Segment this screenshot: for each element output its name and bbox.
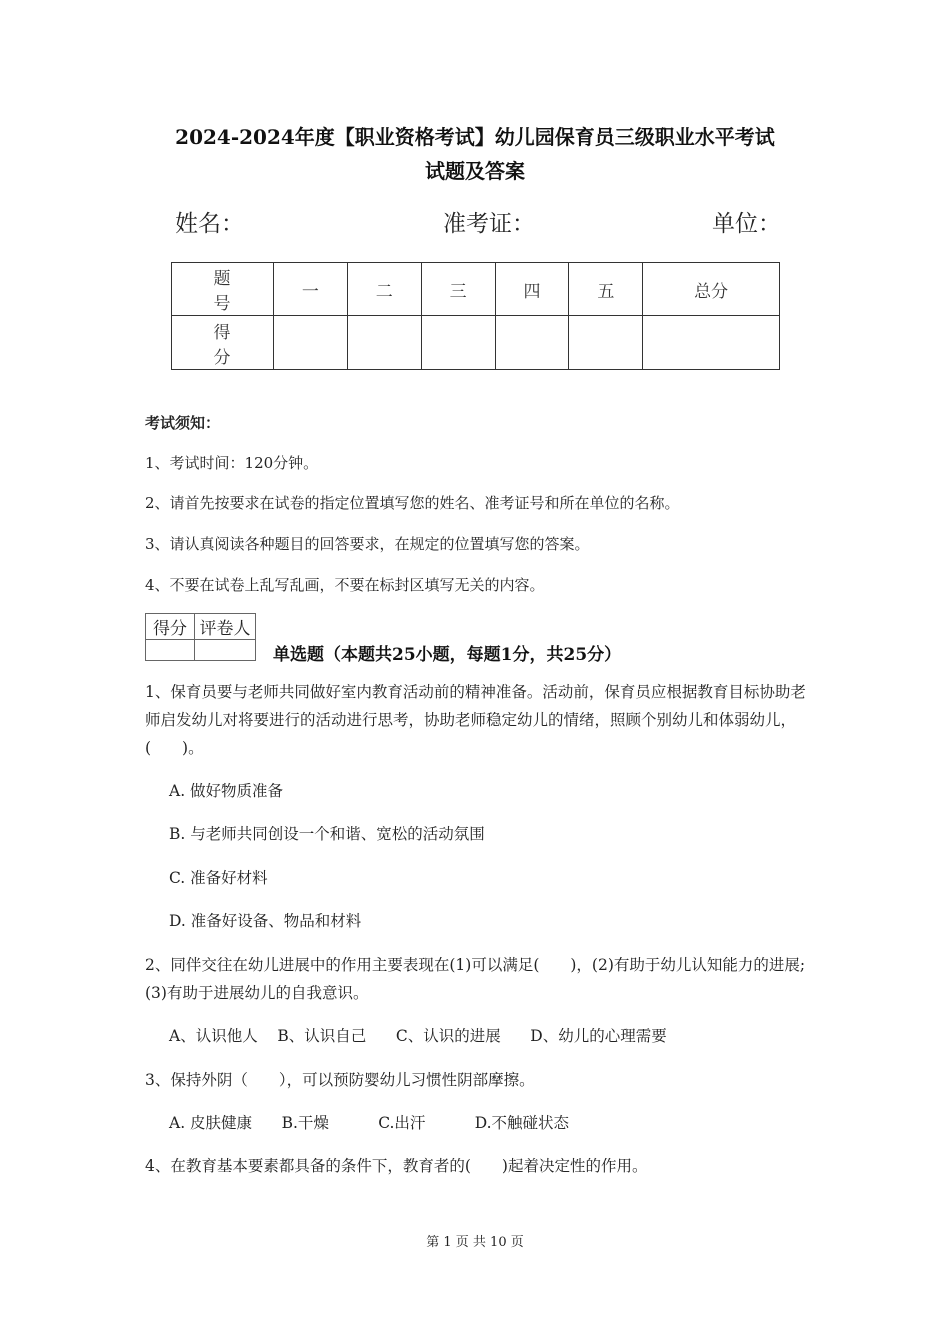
question-2-options-text: A、认识他人 B、认识自己 C、认识的进展 D、幼儿的心理需要 <box>169 1027 667 1045</box>
score-cell[interactable] <box>274 316 348 370</box>
section-four-header: 四 <box>495 263 569 316</box>
question-2-options <box>169 1026 667 1046</box>
question-3-text: 3、保持外阴（ ），可以预防婴幼儿习惯性阴部摩擦。 <box>145 1071 535 1089</box>
score-cell[interactable] <box>495 316 569 370</box>
score-cell[interactable] <box>569 316 643 370</box>
question-2-text: 2、同伴交往在幼儿进展中的作用主要表现在(1)可以满足( )，(2)有助于幼儿认知能力的进展;(3)有助于进展幼儿的自我意识。 <box>145 956 806 1002</box>
notice-heading: 考试须知： <box>145 414 221 432</box>
score-cell[interactable] <box>421 316 495 370</box>
grader-name-cell[interactable] <box>195 640 256 661</box>
document-title-line2: 试题及答案 <box>425 159 525 183</box>
question-3-options-text: A. 皮肤健康 B.干燥 C.出汗 D.不触碰状态 <box>169 1114 570 1132</box>
section-one-header: 一 <box>274 263 348 316</box>
section-two-header: 二 <box>347 263 421 316</box>
score-table-score-row <box>172 316 780 370</box>
exam-id-field-label: 准考证： <box>443 211 535 237</box>
total-score-header: 总分 <box>643 263 780 316</box>
notice-item: 4、不要在试卷上乱写乱画，不要在标封区填写无关的内容。 <box>145 576 545 594</box>
notice-item: 2、请首先按要求在试卷的指定位置填写您的姓名、准考证号和所在单位的名称。 <box>145 494 680 512</box>
score-table-header-row <box>172 263 780 316</box>
score-cell[interactable] <box>347 316 421 370</box>
notice-item: 3、请认真阅读各种题目的回答要求，在规定的位置填写您的答案。 <box>145 535 590 553</box>
question-1-option-b: B. 与老师共同创设一个和谐、宽松的活动氛围 <box>169 825 485 843</box>
total-score-cell[interactable] <box>643 316 780 370</box>
question-1-option-a: A. 做好物质准备 <box>169 782 284 800</box>
question-1-option-c: C. 准备好材料 <box>169 869 268 887</box>
section-five-header: 五 <box>569 263 643 316</box>
question-number-label: 题 号 <box>172 263 274 316</box>
grader-name-label: 评卷人 <box>195 614 256 640</box>
page-number: 第 1 页 共 10 页 <box>426 1235 524 1250</box>
name-field-label: 姓名： <box>175 211 244 237</box>
score-row-label: 得 分 <box>172 316 274 370</box>
question-1-text: 1、保育员要与老师共同做好室内教育活动前的精神准备。活动前，保育员应根据教育目标协助老师启发幼儿对将要进行的活动进行思考，协助老师稳定幼儿的情绪，照顾个别幼儿和体弱幼儿，( )。 <box>145 683 806 757</box>
question-4-text: 4、在教育基本要素都具备的条件下，教育者的( )起着决定性的作用。 <box>145 1157 648 1175</box>
notice-item: 1、考试时间：120分钟。 <box>145 454 319 472</box>
document-title-line1: 2024-2024年度【职业资格考试】幼儿园保育员三级职业水平考试 <box>175 125 775 149</box>
unit-field-label: 单位： <box>712 211 781 237</box>
section-title: 单选题（本题共25小题，每题1分，共25分） <box>273 645 622 665</box>
grader-score-cell[interactable] <box>146 640 195 661</box>
question-3-options <box>169 1113 569 1133</box>
section-three-header: 三 <box>421 263 495 316</box>
grader-box <box>145 613 256 661</box>
question-1-option-d: D. 准备好设备、物品和材料 <box>169 912 362 930</box>
score-table <box>171 262 780 370</box>
grader-score-label: 得分 <box>146 614 195 640</box>
